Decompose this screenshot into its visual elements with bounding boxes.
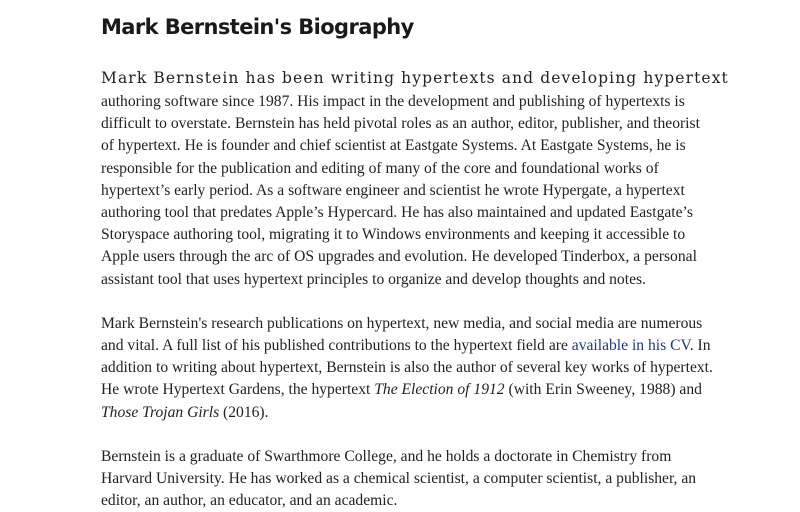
- work-title-those-trojan-girls: Those Trojan Girls: [101, 403, 220, 421]
- lead-line: Mark Bernstein has been writing hypertexts and developing hypertext: [101, 69, 729, 87]
- paragraph-career: authoring software since 1987. His impact in the development and publishing of hypertexts is difficult to overstate. Bernstein has held pivotal roles as an author, editor, publisher, and theorist of hypertext. He is founder and chief scientist at Eastgate Systems. At Eastgate Systems, he is responsible for the publication and editing of many of the core and foundational works of hypertext’s early period. As a software engineer and scientist he wrote Hypergate, a hypertext authoring tool that predates Apple’s Hypercard. He has also maintained and updated Eastgate’s Storyspace authoring tool, migrating it to Windows environments and keeping it accessible to Apple users through the arc of OS upgrades and evolution. He developed Tinderbox, a personal assistant tool that uses hypertext principles to organize and develop thoughts and notes.: [101, 93, 700, 288]
- work-title-election-1912: The Election of 1912: [374, 381, 505, 399]
- publications-text-middle: (with Erin Sweeney, 1988) and: [504, 381, 702, 399]
- paragraph-publications: [101, 313, 713, 424]
- page-title: Mark Bernstein's Biography: [101, 15, 414, 39]
- publications-text-end: (2016).: [219, 403, 269, 421]
- cv-link[interactable]: available in his CV: [571, 337, 690, 355]
- article-content: [101, 12, 729, 512]
- paragraph-education: Bernstein is a graduate of Swarthmore College, and he holds a doctorate in Chemistry from Harvard University. He has worked as a chemical scientist, a computer scientist, a publisher, an editor, an author, an educator, and an academic.: [101, 447, 697, 510]
- publications-text-intro: Mark Bernstein's research publications on hypertext, new media, and social media are numerous and vital. A full list of his published contributions to the hypertext field are: [101, 314, 703, 355]
- publications-text-works: . In addition to writing about hypertext, Bernstein is also the author of several key works of hypertext. He wrote Hypertext Gardens, the hypertext: [101, 337, 713, 399]
